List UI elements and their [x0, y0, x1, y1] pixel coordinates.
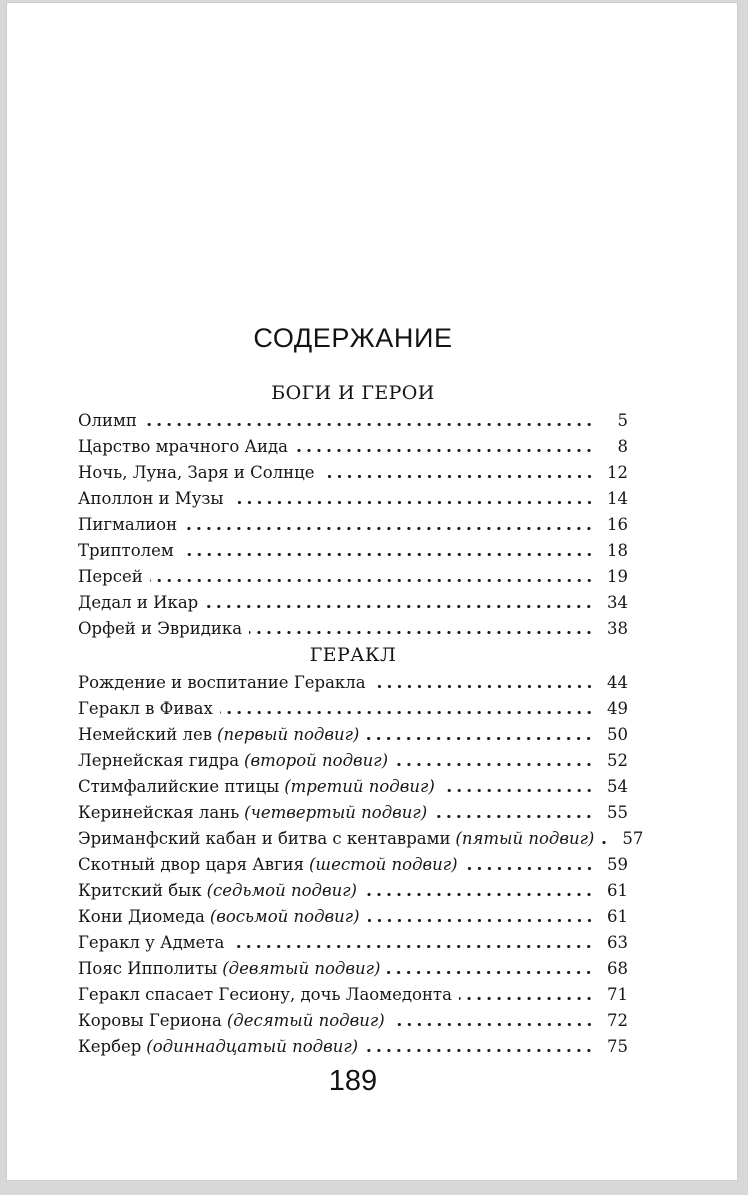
toc-entry-qualifier: (первый подвиг) [217, 725, 360, 744]
toc-page-number: 52 [607, 751, 628, 770]
toc-page-number: 63 [607, 933, 628, 952]
toc-entry-title: Скотный двор царя Авгия [78, 855, 305, 874]
toc-entry-title: Немейский лев [78, 725, 213, 744]
dot-leader [367, 919, 594, 922]
toc-sections [78, 380, 644, 1060]
dot-leader [373, 685, 594, 688]
dot-leader [181, 553, 594, 556]
book-page [6, 2, 738, 1181]
section-heading: БОГИ И ГЕРОИ [271, 382, 435, 404]
toc-entry-title: Аполлон и Музы [78, 489, 224, 508]
toc-row [78, 434, 628, 460]
toc-row [78, 564, 628, 590]
dot-leader [366, 737, 594, 740]
toc-entry-title: Пояс Ипполиты [78, 959, 218, 978]
dot-leader [365, 1049, 594, 1052]
toc-title: СОДЕРЖАНИЕ [253, 323, 453, 353]
toc-page-number: 49 [607, 699, 628, 718]
toc-entry-title: Коровы Гериона [78, 1011, 222, 1030]
toc-entry-title: Эриманфский кабан и битва с кентаврами [78, 829, 451, 848]
dot-leader [144, 423, 594, 426]
toc-row [78, 956, 628, 982]
toc-entry-title: Керинейская лань [78, 803, 240, 822]
dot-leader [295, 449, 594, 452]
toc-entry-title: Лернейская гидра [78, 751, 240, 770]
toc-entry-title: Царство мрачного Аида [78, 437, 289, 456]
toc-row [78, 1034, 628, 1060]
toc-entry-title: Стимфалийские птицы [78, 777, 280, 796]
section-entries [78, 408, 628, 642]
toc-row [78, 696, 628, 722]
toc-row [78, 930, 628, 956]
toc-row [78, 460, 628, 486]
toc-entry-qualifier: (десятый подвиг) [226, 1011, 385, 1030]
toc-page-number: 57 [622, 829, 644, 848]
toc-row [78, 590, 628, 616]
toc-row [78, 982, 628, 1008]
toc-entry-title: Триптолем [78, 541, 174, 560]
toc-row [78, 1008, 628, 1034]
toc-page-number: 18 [607, 541, 628, 560]
dot-leader [249, 631, 594, 634]
dot-leader [231, 501, 594, 504]
dot-leader [395, 763, 594, 766]
toc-row [78, 774, 628, 800]
dot-leader [465, 867, 594, 870]
toc-page-number: 54 [607, 777, 628, 796]
toc-row [78, 878, 628, 904]
toc-entry-qualifier: (пятый подвиг) [455, 829, 595, 848]
toc-page-number: 72 [607, 1011, 628, 1030]
toc-page-number: 14 [607, 489, 628, 508]
toc-page-number: 59 [607, 855, 628, 874]
toc-entry-qualifier: (девятый подвиг) [222, 959, 381, 978]
toc-entry-qualifier: (второй подвиг) [244, 751, 389, 770]
toc-section [78, 380, 628, 642]
dot-leader [601, 841, 609, 844]
toc-entry-title: Геракл в Фивах [78, 699, 213, 718]
toc-entry-title: Персей [78, 567, 143, 586]
toc-row [78, 486, 628, 512]
section-heading: ГЕРАКЛ [309, 644, 397, 666]
toc-page-number: 55 [607, 803, 628, 822]
toc-entry-qualifier: (одиннадцатый подвиг) [146, 1037, 359, 1056]
toc-entry-title: Орфей и Эвридика [78, 619, 243, 638]
toc-page-number: 5 [617, 411, 628, 430]
toc-page-number: 75 [607, 1037, 628, 1056]
dot-leader [387, 971, 594, 974]
toc-row [78, 408, 628, 434]
section-entries [78, 670, 644, 1060]
dot-leader [220, 711, 594, 714]
toc-row [78, 512, 628, 538]
toc-entry-qualifier: (седьмой подвиг) [206, 881, 357, 900]
toc-entry-title: Ночь, Луна, Заря и Солнце [78, 463, 315, 482]
toc-entry-qualifier: (четвертый подвиг) [244, 803, 428, 822]
toc-page-number: 61 [607, 907, 628, 926]
toc-page-number: 61 [607, 881, 628, 900]
toc-entry-title: Пигмалион [78, 515, 178, 534]
toc-page-number: 16 [607, 515, 628, 534]
dot-leader [364, 893, 594, 896]
toc-entry-qualifier: (шестой подвиг) [309, 855, 458, 874]
dot-leader [434, 815, 594, 818]
dot-leader [150, 579, 594, 582]
dot-leader [322, 475, 595, 478]
toc-section [78, 642, 644, 1060]
toc-row [78, 800, 628, 826]
dot-leader [205, 605, 594, 608]
toc-entry-title: Геракл спасает Гесиону, дочь Лаомедонта [78, 985, 452, 1004]
toc-page-number: 12 [607, 463, 628, 482]
dot-leader [392, 1023, 594, 1026]
toc-row [78, 852, 628, 878]
toc-entry-title: Рождение и воспитание Геракла [78, 673, 366, 692]
toc-row [78, 904, 628, 930]
toc-page-number: 34 [607, 593, 628, 612]
toc-entry-title: Олимп [78, 411, 137, 430]
dot-leader [459, 997, 594, 1000]
toc-row [78, 670, 628, 696]
toc-page-number: 68 [607, 959, 628, 978]
toc [78, 3, 644, 1097]
toc-page-number: 71 [607, 985, 628, 1004]
toc-row [78, 538, 628, 564]
toc-entry-title: Кербер [78, 1037, 142, 1056]
toc-row [78, 616, 628, 642]
toc-row [78, 748, 628, 774]
dot-leader [231, 945, 594, 948]
toc-row [78, 826, 644, 852]
folio-page-number: 189 [328, 1065, 378, 1097]
toc-entry-title: Кони Диомеда [78, 907, 205, 926]
toc-entry-qualifier: (восьмой подвиг) [209, 907, 360, 926]
toc-page-number: 38 [607, 619, 628, 638]
toc-page-number: 44 [607, 673, 628, 692]
toc-entry-title: Геракл у Адмета [78, 933, 225, 952]
toc-entry-title: Дедал и Икар [78, 593, 199, 612]
dot-leader [442, 789, 594, 792]
toc-entry-title: Критский бык [78, 881, 202, 900]
toc-entry-qualifier: (третий подвиг) [284, 777, 435, 796]
toc-row [78, 722, 628, 748]
dot-leader [184, 527, 594, 530]
toc-page-number: 19 [607, 567, 628, 586]
toc-page-number: 50 [607, 725, 628, 744]
toc-page-number: 8 [617, 437, 628, 456]
